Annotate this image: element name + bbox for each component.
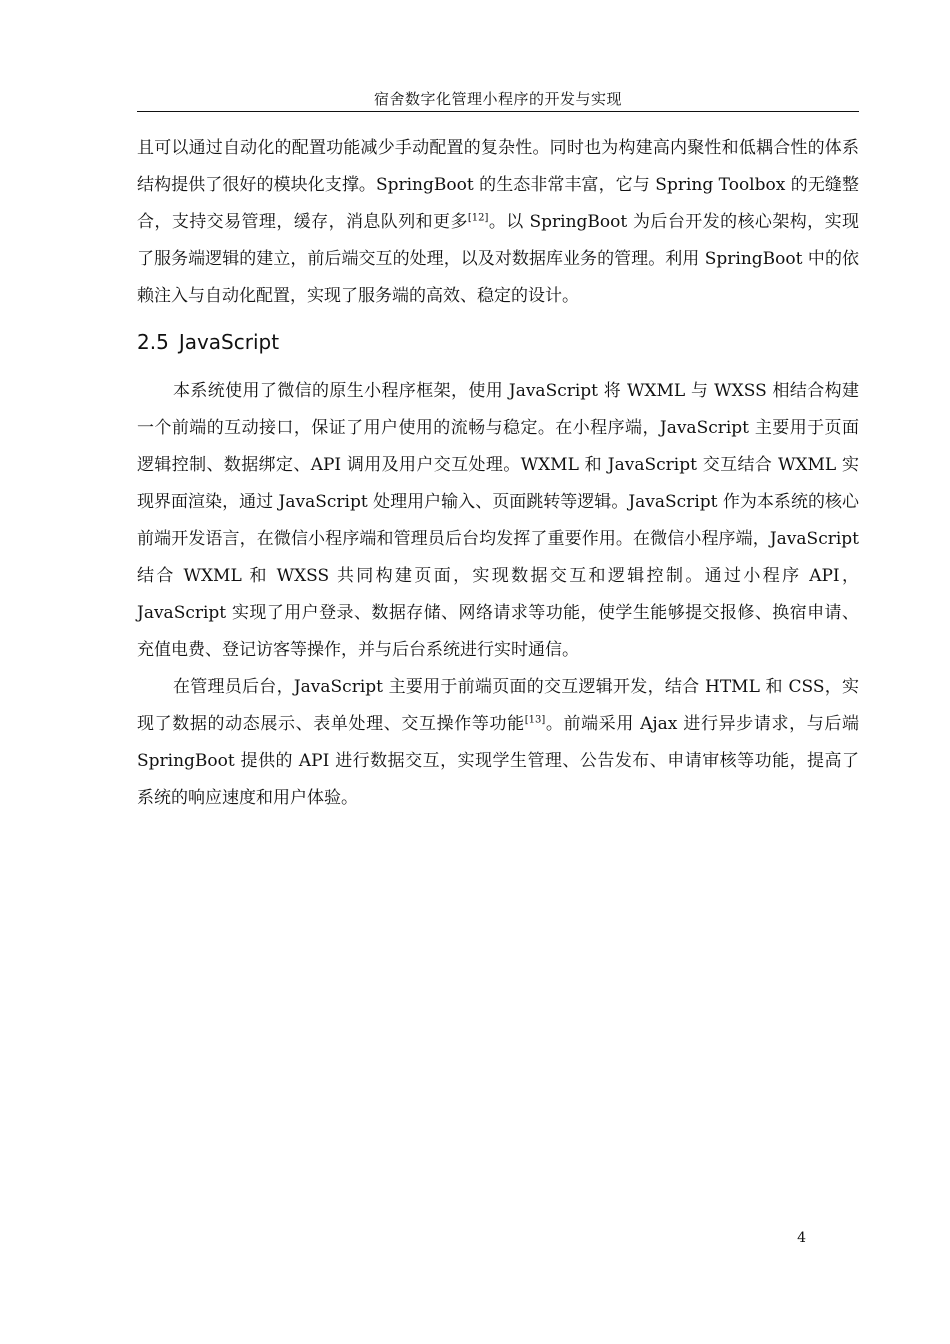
document-body bbox=[137, 130, 859, 817]
header-rule bbox=[137, 111, 859, 112]
paragraph-springboot-text-b: 。以 SpringBoot 为后台开发的核心架构，实现了服务端逻辑的建立，前后端交互的处理，以及对数据库业务的管理。利用 SpringBoot 中的依赖注入与自动化配置，实现了服务端的高效、稳定的设计。 bbox=[137, 212, 859, 306]
citation-13: [13] bbox=[524, 714, 546, 726]
running-header: 宿舍数字化管理小程序的开发与实现 bbox=[373, 90, 622, 108]
section-heading-javascript bbox=[137, 323, 859, 361]
paragraph-springboot-text-a: 且可以通过自动化的配置功能减少手动配置的复杂性。同时也为构建高内聚性和低耦合性的体系结构提供了很好的模块化支撑。SpringBoot 的生态非常丰富，它与 Spring Toolbox 的无缝整合，支持交易管理，缓存，消息队列和更多 bbox=[137, 138, 859, 232]
page-number: 4 bbox=[797, 1230, 806, 1246]
section-title: JavaScript bbox=[178, 330, 280, 354]
citation-12: [12] bbox=[467, 212, 489, 224]
paragraph-javascript-miniprogram: 本系统使用了微信的原生小程序框架，使用 JavaScript 将 WXML 与 WXSS 相结合构建一个前端的互动接口，保证了用户使用的流畅与稳定。在小程序端，JavaScript 主要用于页面逻辑控制、数据绑定、API 调用及用户交互处理。WXML 和 JavaScript 交互结合 WXML 实现界面渲染，通过 JavaScript 处理用户输入、页面跳转等逻辑。JavaScript 作为本系统的核心前端开发语言，在微信小程序端和管理员后台均发挥了重要作用。在微信小程序端，JavaScript 结合 WXML 和 WXSS 共同构建页面，实现数据交互和逻辑控制。通过小程序 API，JavaScript 实现了用户登录、数据存储、网络请求等功能，使学生能够提交报修、换宿申请、充值电费、登记访客等操作，并与后台系统进行实时通信。 bbox=[137, 381, 859, 660]
paragraph-springboot bbox=[137, 130, 859, 315]
paragraph-javascript-admin-text-b: 。前端采用 Ajax 进行异步请求，与后端 SpringBoot 提供的 API 进行数据交互，实现学生管理、公告发布、申请审核等功能，提高了系统的响应速度和用户体验。 bbox=[137, 714, 860, 808]
paragraph-javascript-admin-text-a: 在管理员后台，JavaScript 主要用于前端页面的交互逻辑开发，结合 HTML 和 CSS，实现了数据的动态展示、表单处理、交互操作等功能 bbox=[137, 677, 859, 734]
paragraph-javascript-admin bbox=[137, 669, 859, 817]
section-number: 2.5 bbox=[137, 330, 169, 354]
